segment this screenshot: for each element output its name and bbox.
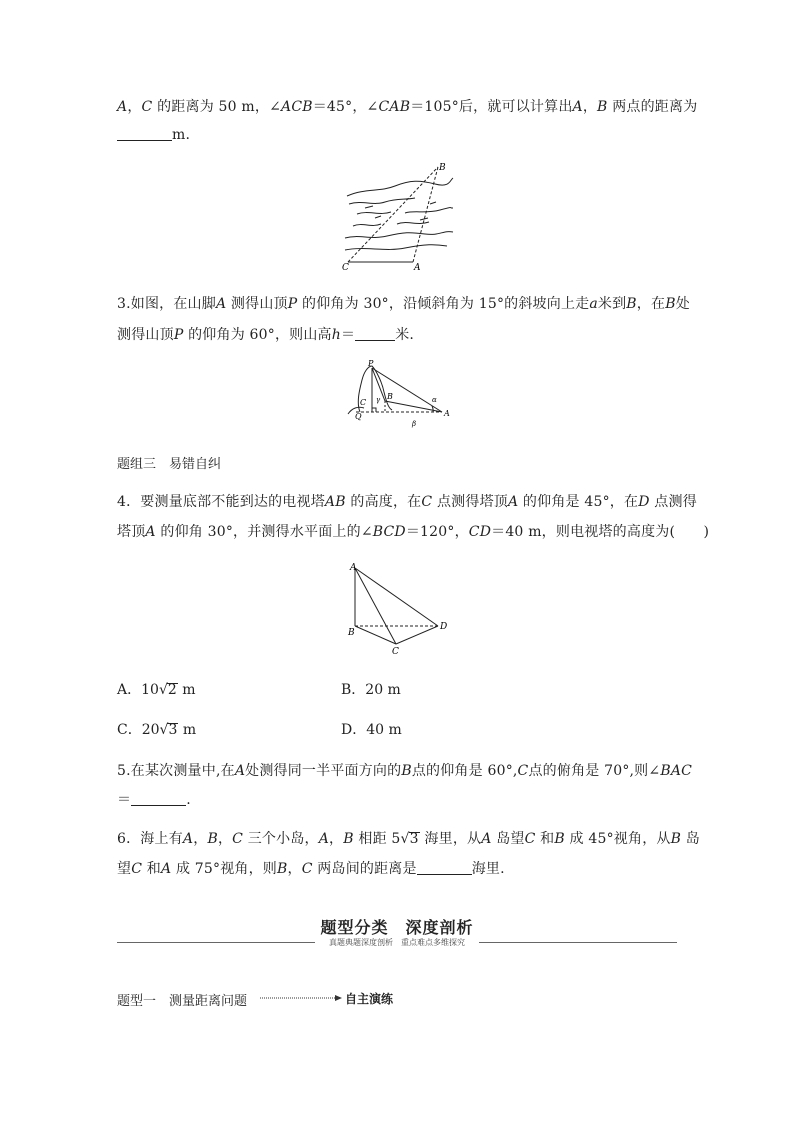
option-b: B．20 m xyxy=(341,682,401,698)
label-p: P xyxy=(368,359,374,368)
label-alpha: α xyxy=(432,396,437,404)
text-line: A，C 的距离为 50 m，∠ACB＝45°，∠CAB＝105°后，就可以计算出A，B 两点的距离为 xyxy=(117,99,698,115)
answer-blank xyxy=(117,126,172,141)
type-label: 题型一 测量距离问题 xyxy=(117,994,248,1009)
question-4-line1: 4．要测量底部不能到达的电视塔AB 的高度，在C 点测得塔顶A 的仰角是 45°，在D 点测得 xyxy=(117,494,697,510)
practice-tag: 自主演练 xyxy=(345,992,394,1006)
answer-blank xyxy=(355,326,395,341)
label-gamma: γ xyxy=(376,396,381,404)
label-b: B xyxy=(387,392,393,401)
question-5-line1: 5.在某次测量中,在A处测得同一半平面方向的B点的仰角是 60°,C点的俯角是 70°,则∠BAC xyxy=(117,763,693,779)
label-beta: β xyxy=(412,420,417,428)
question-3-line2: 测得山顶P 的仰角为 60°，则山高h＝ 米. xyxy=(117,327,415,343)
tower-figure xyxy=(344,560,452,660)
option-c: C．20√3 m xyxy=(117,722,197,738)
answer-blank xyxy=(417,860,472,875)
answer-blank xyxy=(131,791,186,806)
mountain-figure xyxy=(338,358,456,430)
label-a: A xyxy=(444,409,450,418)
label-c: C xyxy=(392,647,399,657)
banner-title: 题型分类 深度剖析 xyxy=(320,918,474,937)
question-3-line1: 3.如图，在山脚A 测得山顶P 的仰角为 30°，沿倾斜角为 15°的斜坡向上走a米到B，在B处 xyxy=(117,296,690,312)
label-a: A xyxy=(350,563,357,573)
river-figure xyxy=(335,158,460,273)
arrow-icon xyxy=(259,993,343,1003)
label-c: C xyxy=(360,398,367,407)
question-5-line2: ＝ . xyxy=(117,792,191,808)
option-d: D．40 m xyxy=(341,722,402,738)
option-a: A．10√2 m xyxy=(117,682,196,698)
text-line: m. xyxy=(117,126,190,143)
label-a: A xyxy=(414,263,421,273)
question-6-line1: 6．海上有A，B，C 三个小岛，A，B 相距 5√3 海里，从A 岛望C 和B 成 45°视角，从B 岛 xyxy=(117,831,700,847)
label-b: B xyxy=(348,628,355,638)
label-q: Q xyxy=(355,412,362,421)
question-4-line2: 塔顶A 的仰角 30°，并测得水平面上的∠BCD＝120°，CD＝40 m，则电视塔的高度为( ) xyxy=(117,524,710,540)
section-title: 题组三 易错自纠 xyxy=(117,457,222,472)
banner-subtitle: 真题典题深度剖析 重点难点多维探究 xyxy=(329,938,465,947)
label-c: C xyxy=(342,263,349,273)
label-d: D xyxy=(440,622,448,632)
label-b: B xyxy=(439,163,446,173)
question-6-line2: 望C 和A 成 75°视角，则B，C 两岛间的距离是 海里. xyxy=(117,861,505,877)
